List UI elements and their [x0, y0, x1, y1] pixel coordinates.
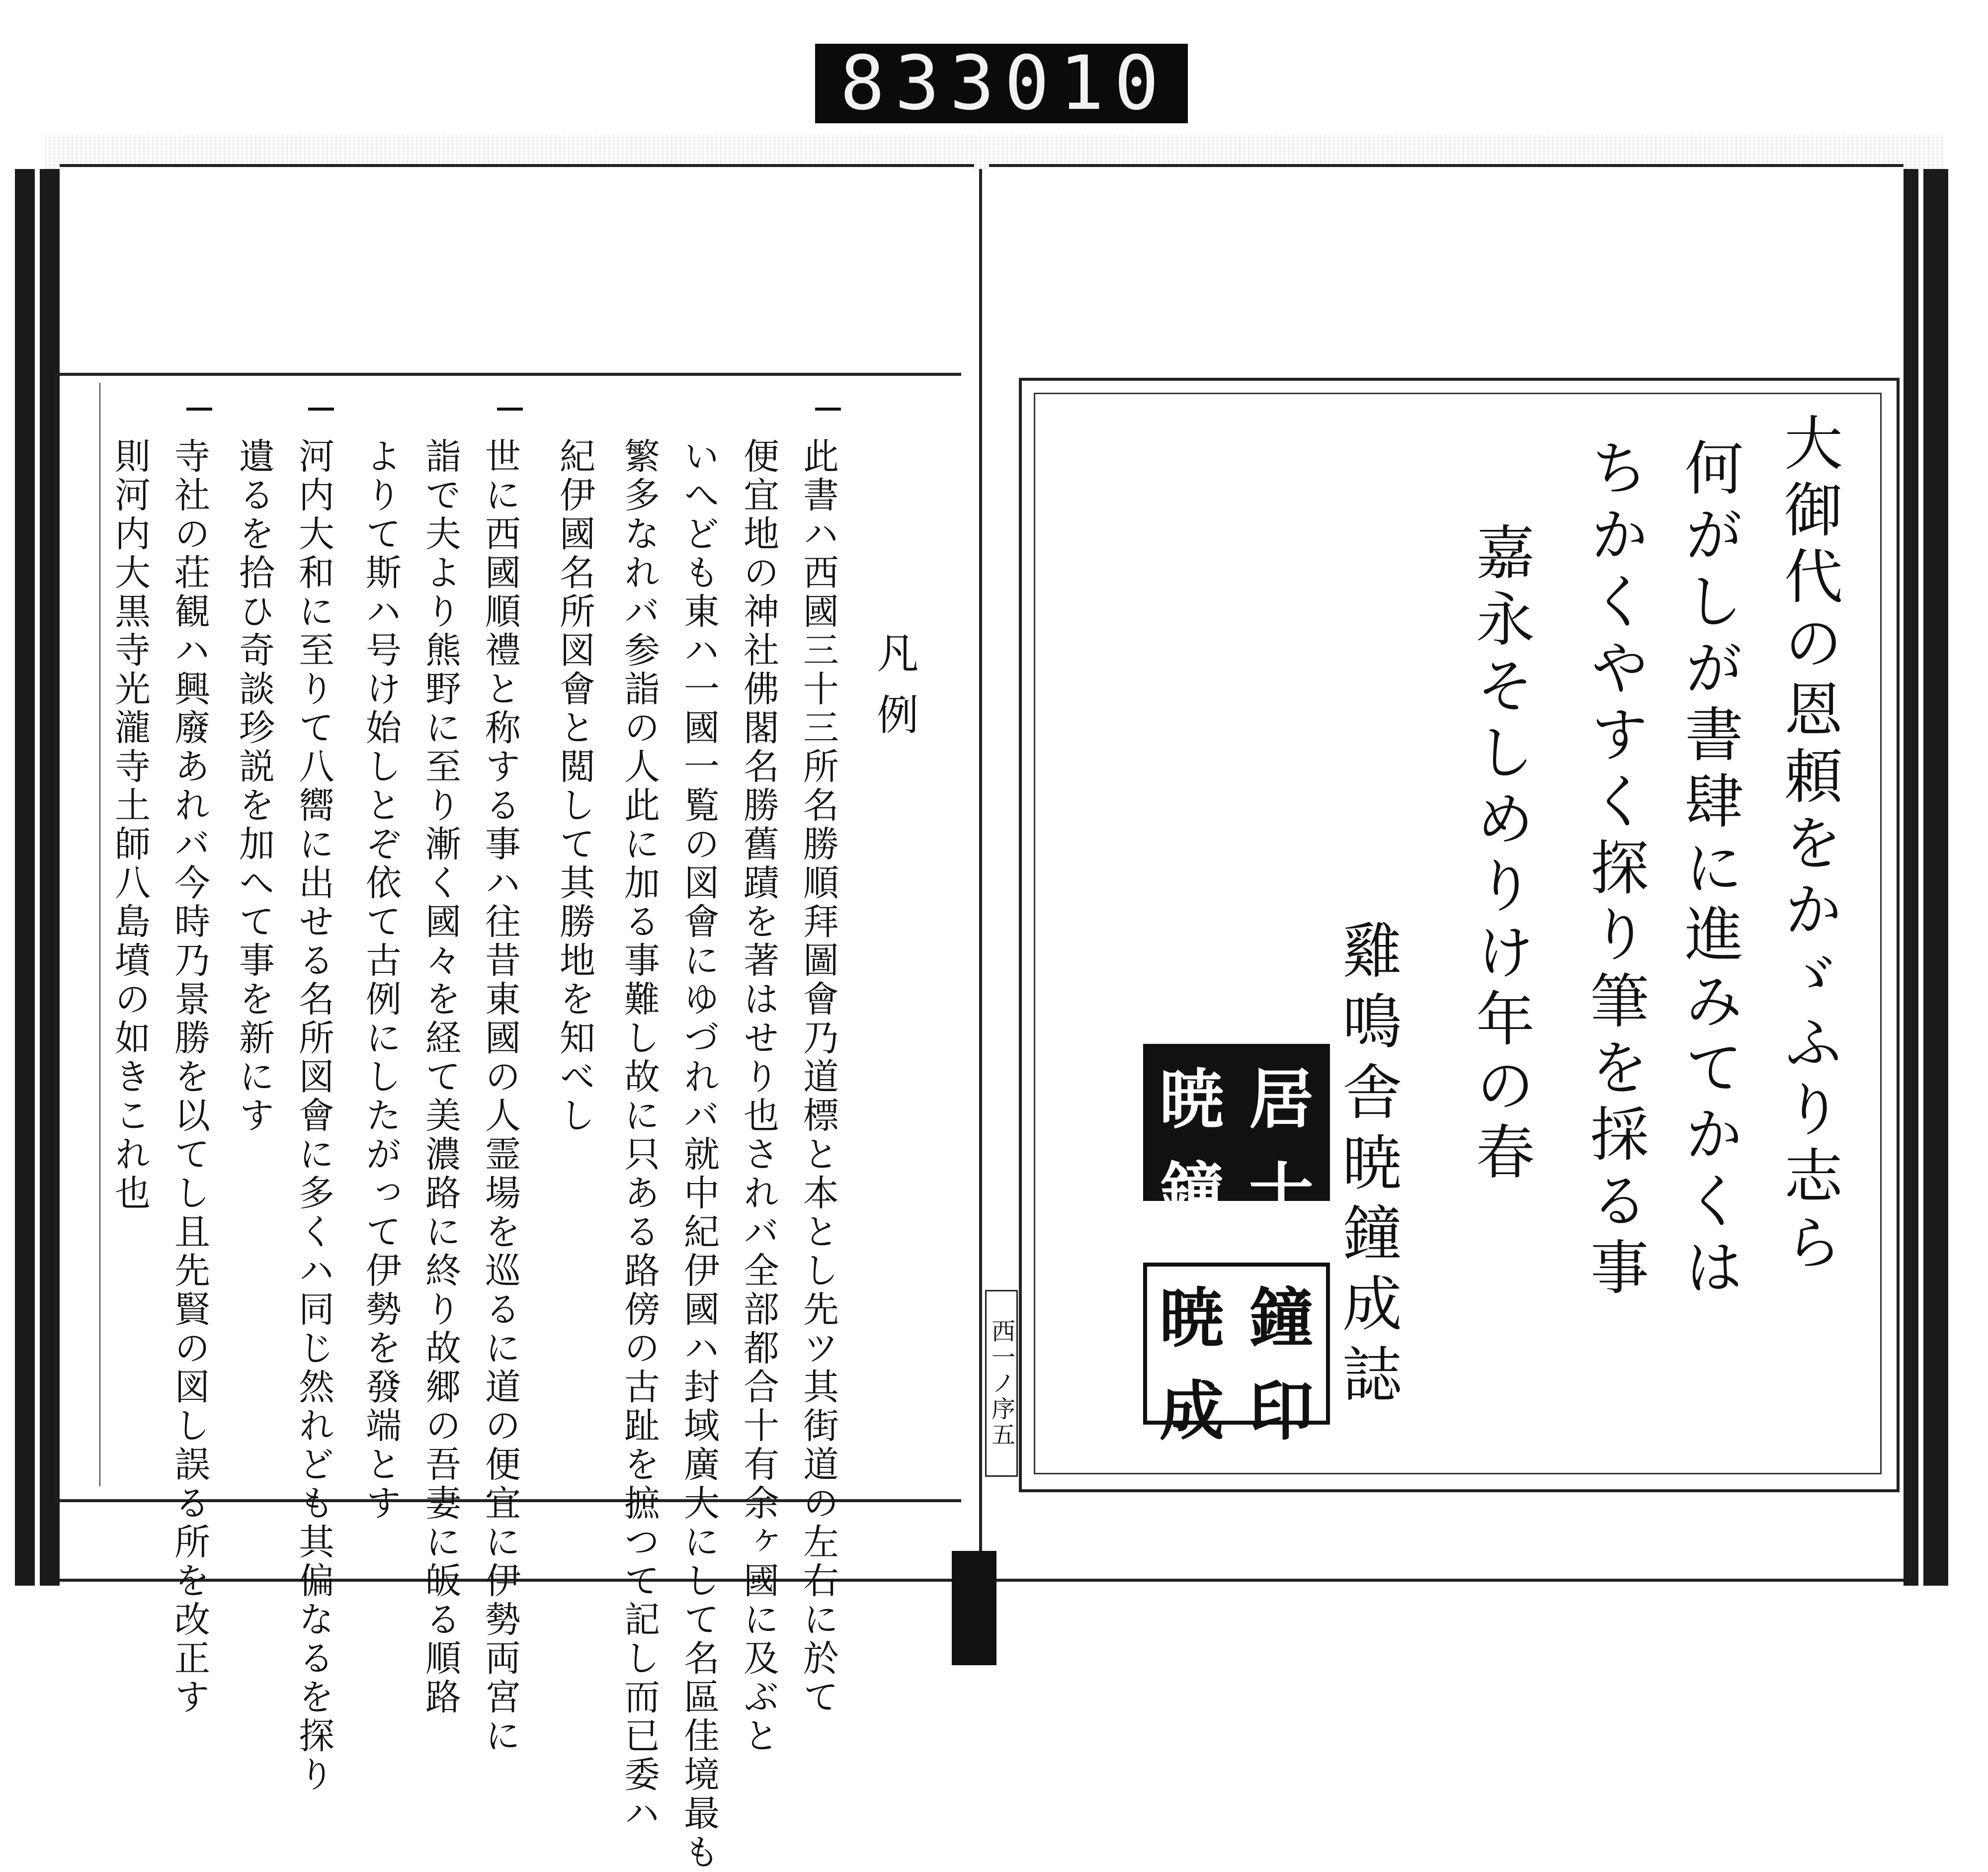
seal-char: 鐘	[1248, 1280, 1314, 1356]
calligraphy-column: ちかくやすく探り筆を採る事	[1580, 437, 1649, 1303]
seal-char: 暁	[1159, 1280, 1224, 1356]
page-tab-label: 西一ノ序五	[985, 1290, 1018, 1477]
calligraphy-column: 大御代の恩頼をかゞふり志ら	[1774, 413, 1843, 1278]
text-column: 此書ハ西國三十三所名勝順拜圖會乃道標と本とし先ツ其街道の左右に於て	[797, 437, 839, 1717]
signature: 雞鳴舎暁鐘成誌	[1332, 920, 1402, 1414]
bullet-mark	[497, 408, 523, 411]
book-right-edge	[1904, 169, 1948, 1586]
bullet-mark	[815, 408, 841, 411]
book-left-edge	[15, 169, 60, 1586]
calligraphy-column: 何がしが書肆に進みてかくは	[1675, 437, 1743, 1303]
text-column: 便宜地の神社佛閣名勝舊蹟を著はせり也されバ全部都合十有余ヶ國に及ぶと	[738, 437, 779, 1756]
frame-counter	[815, 40, 1188, 127]
seal-char: 暁	[1159, 1061, 1224, 1137]
text-column: 寺社の荘観ハ興廢あれバ今時乃景勝を以てし且先賢の図し誤る所を改正す	[168, 437, 210, 1717]
bullet-mark	[186, 408, 212, 411]
page-heading: 凡例	[870, 631, 919, 755]
seal-char: 成	[1159, 1373, 1224, 1449]
text-column: 繁多なれバ参詣の人此に加る事難し故に只ある路傍の古趾を摭つて記し而已委ハ	[618, 437, 660, 1833]
text-column: 紀伊國名所図會と閲して其勝地を知べし	[554, 437, 595, 1135]
counter-left: 833	[840, 40, 1004, 127]
text-column: 河内大和に至りて八嚮に出せる名所図會に多くハ同じ然れども其偏なるを探り	[293, 437, 334, 1794]
counter-right: 010	[1004, 40, 1169, 127]
text-column: 遺るを拾ひ奇談珍説を加へて事を新にす	[233, 437, 275, 1135]
text-column: いへども東ハ一國一覧の図會にゆづれバ就中紀伊國ハ封域廣大にして名區佳境最も	[678, 437, 720, 1872]
text-column: 世に西國順禮と称する事ハ往昔東國の人霊場を巡るに道の便宜に伊勢両宮に	[479, 437, 521, 1756]
bullet-mark	[308, 408, 334, 411]
seal-char: 居	[1248, 1061, 1314, 1137]
spine-block	[952, 1551, 996, 1665]
date-column: 嘉永そしめりけ年の春	[1466, 522, 1535, 1188]
seal-char: 鐘	[1159, 1154, 1224, 1230]
text-column: 詣で夫より熊野に至り漸く國々を経て美濃路に終り故郷の吾妻に皈る順路	[419, 437, 461, 1717]
seal-char: 印	[1248, 1373, 1314, 1449]
seal-bottom	[1143, 1263, 1330, 1449]
text-column: よりて斯ハ号け始しとぞ依て古例にしたがって伊勢を發端とす	[360, 437, 402, 1523]
seal-top	[1143, 1044, 1330, 1230]
seal-char: 士	[1248, 1154, 1314, 1230]
text-column: 則河内大黒寺光瀧寺土師八島墳の如きこれ也	[109, 437, 151, 1213]
